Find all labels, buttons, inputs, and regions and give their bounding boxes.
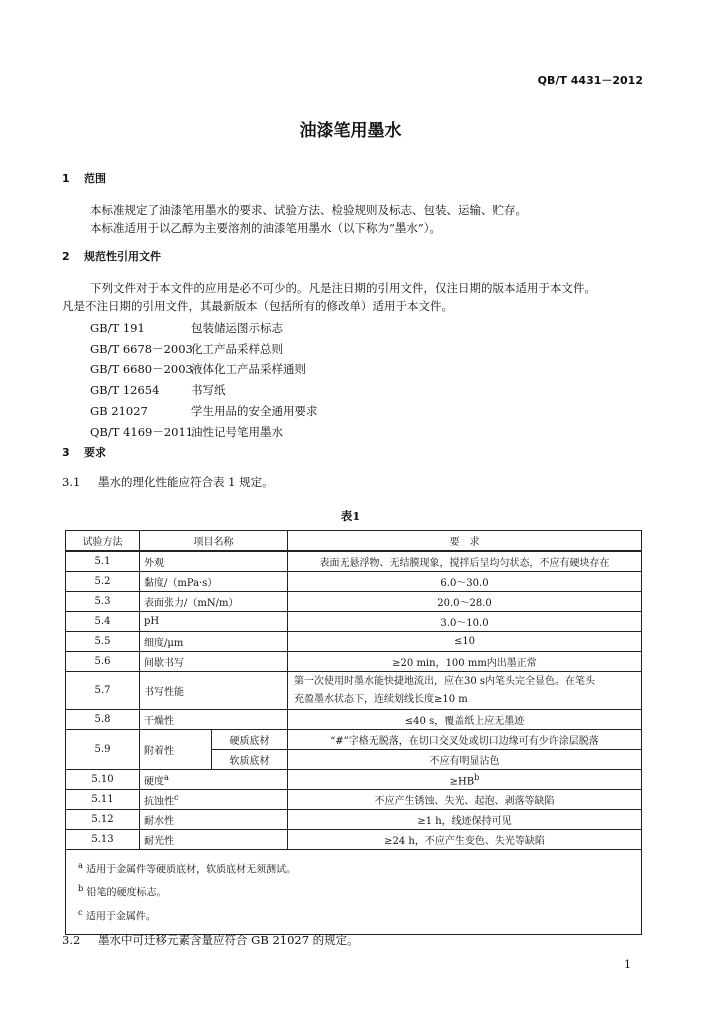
cell-requirement	[288, 770, 642, 790]
cell-item: 间歇书写	[140, 652, 288, 672]
table-row	[66, 730, 642, 750]
header-method: 试验方法	[66, 531, 140, 552]
section-number: 1	[62, 172, 70, 185]
cell-method: 5.8	[66, 710, 140, 730]
reference-name: 包装储运图示标志	[191, 321, 283, 335]
table-notes-row	[66, 850, 642, 935]
item-text: 硬度	[144, 776, 164, 788]
cell-requirement: ≤10	[288, 632, 642, 652]
reference-list	[90, 318, 318, 442]
requirement-line: 第一次使用时墨水能快捷地流出，应在30 s内笔头完全显色。在笔头	[294, 675, 596, 687]
scope-paragraph-1: 本标准规定了油漆笔用墨水的要求、试验方法、检验规则及标志、包装、运输、贮存。	[90, 203, 527, 217]
reference-code: QB/T 4169－2011	[90, 424, 194, 439]
clause-3-2	[62, 932, 359, 948]
reference-code: GB/T 6678－2003	[90, 341, 193, 356]
table-header-row	[66, 531, 642, 552]
requirement-text: ≥HB	[449, 776, 475, 788]
table-row	[66, 830, 642, 850]
reference-name: 液体化工产品采样通则	[191, 362, 306, 377]
reference-item	[90, 318, 318, 339]
references-paragraph-line-2: 凡是不注日期的引用文件，其最新版本（包括所有的修改单）适用于本文件。	[62, 299, 453, 313]
reference-item	[90, 401, 318, 422]
table-row	[66, 710, 642, 730]
clause-number: 3.1	[62, 475, 81, 489]
reference-name: 学生用品的安全通用要求	[191, 403, 318, 418]
requirement-line: 充盈墨水状态下，连续划线长度≥10 m	[294, 693, 468, 705]
cell-method: 5.9	[66, 730, 140, 770]
reference-item	[90, 339, 318, 360]
table-row	[66, 652, 642, 672]
reference-item	[90, 359, 318, 380]
section-1-heading	[62, 170, 106, 186]
scope-paragraph-2: 本标准适用于以乙醇为主要溶剂的油漆笔用墨水（以下称为“墨水”）。	[90, 221, 442, 235]
cell-method: 5.2	[66, 572, 140, 592]
reference-code: GB 21027	[90, 403, 148, 418]
table-row	[66, 612, 642, 632]
references-paragraph-line-1: 下列文件对于本文件的应用是必不可少的。凡是注日期的引用文件，仅注日期的版本适用于本文件。	[90, 281, 596, 295]
cell-subitem: 硬质底材	[212, 730, 288, 750]
requirements-table	[65, 530, 642, 935]
footnote-mark: b	[474, 771, 480, 782]
cell-item: 外观	[140, 551, 288, 572]
cell-requirement: 3.0～10.0	[288, 612, 642, 632]
table-row	[66, 810, 642, 830]
cell-method: 5.13	[66, 830, 140, 850]
section-2-heading	[62, 248, 161, 264]
table-row	[66, 632, 642, 652]
table-row	[66, 770, 642, 790]
table-row	[66, 551, 642, 572]
section-3-heading	[62, 444, 106, 460]
clause-text: 墨水的理化性能应符合表 1 规定。	[98, 475, 274, 489]
table-caption: 表1	[340, 509, 361, 523]
document-title: 油漆笔用墨水	[299, 121, 402, 141]
cell-item: 附着性	[140, 730, 212, 770]
note-mark: c	[78, 906, 83, 917]
page-number: 1	[624, 958, 631, 971]
section-number: 3	[62, 446, 70, 459]
cell-method: 5.7	[66, 672, 140, 710]
cell-item: 表面张力/（mN/m）	[140, 592, 288, 612]
cell-requirement: ≥1 h，线迹保持可见	[288, 810, 642, 830]
table-note	[78, 856, 629, 879]
cell-requirement: 6.0～30.0	[288, 572, 642, 592]
reference-name: 化工产品采样总则	[191, 341, 283, 356]
note-text: 适用于金属件。	[85, 910, 156, 922]
standard-number: QB/T 4431－2012	[537, 74, 643, 87]
cell-requirement: 不应产生锈蚀、失光、起泡、剥落等缺陷	[288, 790, 642, 810]
table-row	[66, 672, 642, 710]
table-row	[66, 592, 642, 612]
footnote-mark: c	[174, 791, 179, 802]
cell-method: 5.1	[66, 551, 140, 572]
clause-number: 3.2	[62, 933, 81, 947]
table-notes	[66, 850, 642, 935]
cell-method: 5.4	[66, 612, 140, 632]
reference-code: GB/T 191	[90, 321, 145, 335]
reference-code: GB/T 6680－2003	[90, 362, 193, 377]
cell-subitem: 软质底材	[212, 750, 288, 770]
header-requirement: 要 求	[288, 531, 642, 552]
section-title: 规范性引用文件	[84, 250, 161, 263]
cell-method: 5.10	[66, 770, 140, 790]
cell-item: pH	[140, 612, 288, 632]
clause-3-1	[62, 474, 274, 490]
cell-item	[140, 790, 288, 810]
section-title: 范围	[84, 172, 106, 185]
item-text: 抗蚀性	[144, 796, 174, 808]
cell-item: 细度/μm	[140, 632, 288, 652]
note-text: 适用于金属件等硬质底材，软质底材无须测试。	[86, 864, 297, 876]
section-number: 2	[62, 250, 70, 263]
reference-item	[90, 380, 318, 401]
reference-name: 书写纸	[191, 383, 226, 398]
cell-method: 5.5	[66, 632, 140, 652]
cell-requirement	[288, 672, 642, 710]
table-row	[66, 572, 642, 592]
reference-code: GB/T 12654	[90, 383, 160, 398]
table-row	[66, 790, 642, 810]
cell-item	[140, 770, 288, 790]
cell-method: 5.6	[66, 652, 140, 672]
cell-requirement: 20.0～28.0	[288, 592, 642, 612]
cell-requirement: ≤40 s，覆盖纸上应无墨迹	[288, 710, 642, 730]
cell-method: 5.12	[66, 810, 140, 830]
section-title: 要求	[84, 446, 106, 459]
cell-item: 干燥性	[140, 710, 288, 730]
cell-requirement: “#”字格无脱落，在切口交叉处或切口边缘可有少许涂层脱落	[288, 730, 642, 750]
table-note	[78, 903, 629, 926]
note-mark: a	[78, 860, 83, 870]
reference-item	[90, 422, 318, 443]
note-mark: b	[78, 883, 84, 894]
cell-requirement: ≥20 min，100 mm内出墨正常	[288, 652, 642, 672]
cell-requirement: 表面无悬浮物、无结膜现象，搅拌后呈均匀状态，不应有硬块存在	[288, 551, 642, 572]
cell-item: 黏度/（mPa·s）	[140, 572, 288, 592]
cell-item: 书写性能	[140, 672, 288, 710]
cell-item: 耐水性	[140, 810, 288, 830]
footnote-mark: a	[164, 771, 169, 782]
cell-requirement: ≥24 h，不应产生变色、失光等缺陷	[288, 830, 642, 850]
clause-text: 墨水中可迁移元素含量应符合 GB 21027 的规定。	[98, 933, 359, 947]
cell-requirement: 不应有明显沾色	[288, 750, 642, 770]
cell-method: 5.11	[66, 790, 140, 810]
cell-method: 5.3	[66, 592, 140, 612]
note-text: 铅笔的硬度标志。	[86, 887, 167, 899]
reference-name: 油性记号笔用墨水	[191, 424, 283, 439]
table-note	[78, 879, 629, 902]
cell-item: 耐光性	[140, 830, 288, 850]
header-item: 项目名称	[140, 531, 288, 552]
